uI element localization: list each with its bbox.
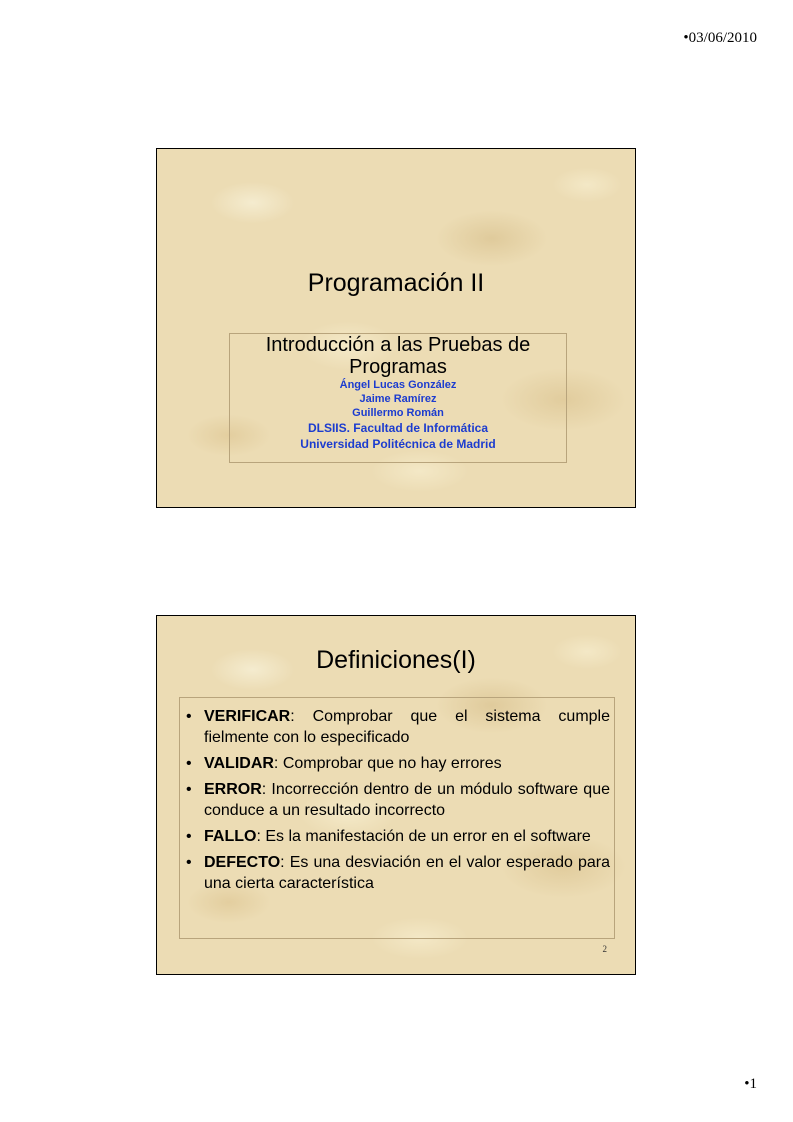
definitions-box — [179, 697, 615, 939]
slide-title-heading: Programación II — [307, 269, 485, 297]
bullet-icon: • — [186, 828, 192, 845]
definition-text: : Es una desviación en el valor esperado para una cierta característica — [204, 854, 610, 892]
definition-text: : Comprobar que el sistema cumple fielmente con lo especificado — [204, 708, 610, 746]
department-name: DLSIIS. Facultad de Informática — [307, 421, 489, 435]
definition-term: ERROR — [204, 781, 262, 798]
page-date: •03/06/2010 — [683, 30, 757, 46]
list-item — [180, 706, 610, 748]
bullet-icon: • — [186, 854, 192, 871]
list-item — [180, 826, 610, 847]
bullet-icon: • — [186, 708, 192, 725]
list-item — [180, 852, 610, 894]
author-name: Guillermo Román — [352, 407, 444, 419]
slide-title — [156, 148, 636, 508]
definition-text: : Comprobar que no hay errores — [273, 755, 502, 772]
slide-subtitle: Introducción a las Pruebas de Programas — [265, 334, 531, 378]
definition-term: DEFECTO — [204, 854, 281, 871]
bullet-icon: • — [186, 755, 192, 772]
slide-number: 2 — [602, 944, 607, 954]
author-name: Jaime Ramírez — [359, 393, 437, 405]
list-item — [180, 753, 610, 774]
definition-term: VERIFICAR — [204, 708, 291, 725]
subtitle-box — [229, 333, 567, 463]
definition-text: : Incorrección dentro de un módulo software que conduce a un resultado incorrecto — [204, 781, 610, 819]
definitions-list — [180, 706, 610, 894]
definition-term: VALIDAR — [204, 755, 274, 772]
slide-definitions-heading: Definiciones(I) — [316, 646, 476, 674]
university-name: Universidad Politécnica de Madrid — [300, 437, 496, 451]
definition-term: FALLO — [204, 828, 257, 845]
list-item — [180, 779, 610, 821]
definition-text: : Es la manifestación de un error en el software — [256, 828, 591, 845]
bullet-icon: • — [186, 781, 192, 798]
slide-definitions — [156, 615, 636, 975]
author-name: Ángel Lucas González — [339, 379, 457, 391]
page-number: •1 — [744, 1076, 757, 1092]
